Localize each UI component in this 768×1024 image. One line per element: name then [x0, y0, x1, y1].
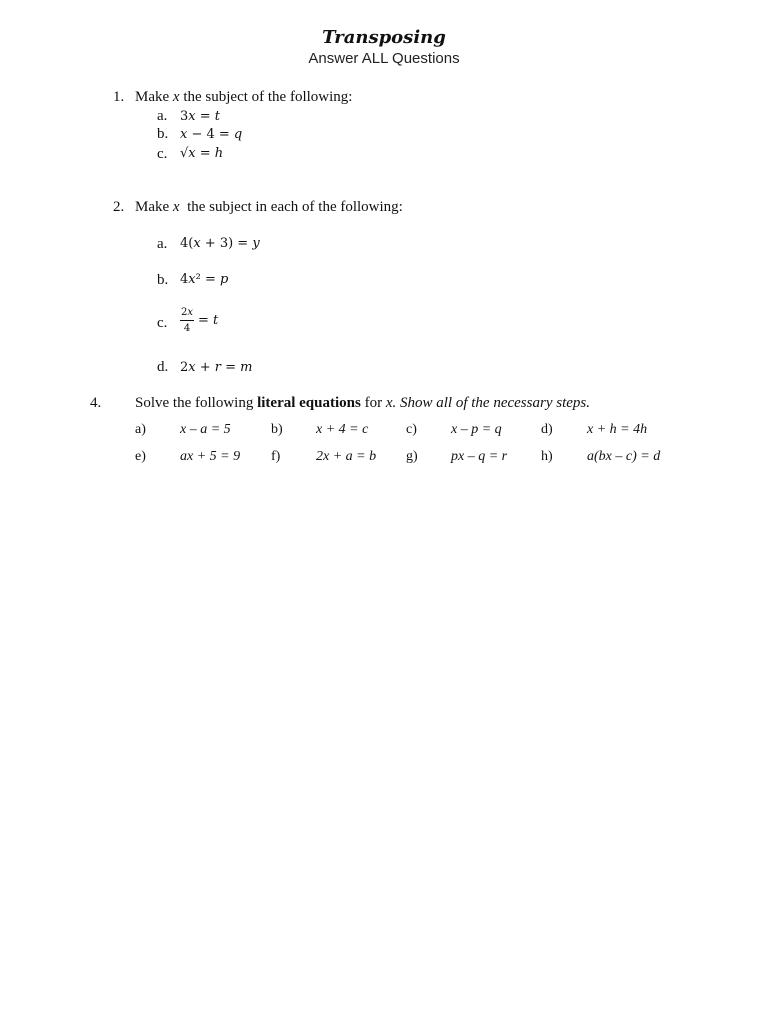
- literal-equation: ax + 5 = 9: [180, 449, 241, 464]
- literal-equation-label: c): [406, 422, 417, 437]
- literal-equation: px – q = r: [451, 449, 508, 464]
- literal-equation-label: e): [135, 449, 146, 464]
- q1-item-expression: 𝑥 − 4 = 𝑞: [180, 127, 243, 142]
- q2-item-label: c.: [157, 315, 168, 331]
- literal-equation-label: a): [135, 422, 146, 437]
- question-2-number: 2.: [113, 199, 125, 215]
- literal-equation-label: b): [271, 422, 283, 437]
- literal-equation: 2x + a = b: [316, 449, 377, 464]
- fraction-denominator: 4: [183, 323, 191, 334]
- fraction-rest: = 𝑡: [198, 313, 219, 328]
- fraction-numerator: 2𝑥: [180, 306, 194, 321]
- q2-item-label: a.: [157, 236, 168, 252]
- literal-equation-label: g): [406, 449, 418, 464]
- fraction: [180, 306, 194, 335]
- literal-equation-label: h): [541, 449, 553, 464]
- literal-equation: a(bx – c) = d: [587, 449, 661, 464]
- q2-item-label: b.: [157, 272, 169, 288]
- literal-equation: x – p = q: [451, 422, 502, 437]
- literal-equation: x + h = 4h: [587, 422, 648, 437]
- question-2-prompt: Make x the subject in each of the following:: [135, 199, 403, 215]
- q1-item-label: c.: [157, 146, 168, 162]
- question-4-prompt: Solve the following literal equations for x. Show all of the necessary steps.: [135, 395, 590, 411]
- question-1-prompt: Make x the subject of the following:: [135, 89, 353, 105]
- q2-item-expression: 2𝑥 + 𝑟 = 𝑚: [180, 360, 253, 375]
- literal-equation-label: d): [541, 422, 553, 437]
- literal-equation: x + 4 = c: [316, 422, 369, 437]
- literal-equation-label: f): [271, 449, 281, 464]
- page-subtitle: Answer ALL Questions: [308, 50, 460, 67]
- q1-item-label: a.: [157, 108, 168, 124]
- question-4-number: 4.: [90, 395, 102, 411]
- q2-item-expression: 4𝑥² = 𝑝: [180, 272, 229, 287]
- q2-item-expression: 4(𝑥 + 3) = 𝑦: [180, 236, 260, 251]
- q2-item-fraction-expression: [180, 306, 218, 335]
- q2-item-label: d.: [157, 359, 169, 375]
- literal-equation: x – a = 5: [180, 422, 231, 437]
- question-1-number: 1.: [113, 89, 125, 105]
- q1-item-expression: 3𝑥 = 𝑡: [180, 109, 220, 124]
- q1-item-expression: √𝑥 = ℎ: [180, 146, 224, 161]
- q1-item-label: b.: [157, 126, 169, 142]
- page-title: Transposing: [322, 27, 446, 48]
